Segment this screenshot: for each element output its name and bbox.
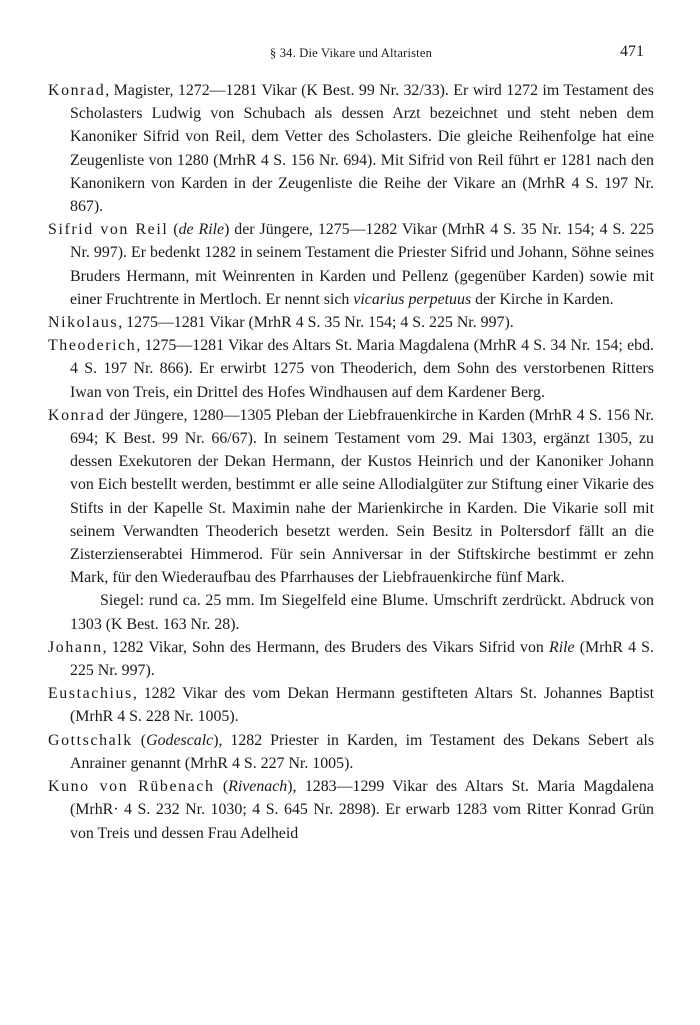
entry-text: , 1282 Vikar, Sohn des Hermann, des Bruders des Vikars Sifrid von [102, 638, 549, 656]
entry-italic: Rile [549, 638, 575, 656]
body-text [48, 79, 654, 845]
entry-text: ( [168, 221, 179, 239]
entry-text: ), 1282 Priester in Karden, im Testament des Dekans Sebert als Anrainer genannt (MrhR 4 S. 227 Nr. 1005). [70, 731, 655, 772]
entry-italic: vicarius perpetuus [353, 290, 472, 308]
entry-konrad-der-juengere [48, 404, 654, 590]
entry-name: Nikolaus [48, 314, 119, 332]
entry-kuno-von-ruebenach [48, 775, 654, 845]
entry-text: der Jüngere, 1280—1305 Pleban der Liebfrauenkirche in Karden (MrhR 4 S. 156 Nr. 694; K Best. 99 Nr. 66/67). In seinem Testament vom 29. Mai 1303, ergänzt 1305, zu dessen Exekutoren der Dekan Hermann, der Kustos Heinrich und der Kanoniker Johann von Eich bestellt werden, bestimmt er alle seine Allodialgüter zur Stiftung einer Vikarie des Stifts in der Kapelle St. Maximin nahe der Marienkirche in Karden. Die Vikarie soll mit seinem Verwandten Theoderich besetzt werden. Sein Besitz in Poltersdorf fällt an die Zisterzienserabtei Himmerod. Für sein Anniversar in der Stiftskirche bestimmt er zehn Mark, für den Wiederaufbau des Pfarrhauses der Liebfrauenkirche fünf Mark. [70, 406, 654, 587]
entry-text: ), 1283—1299 Vikar des Altars St. Maria Magdalena (MrhR· 4 S. 232 Nr. 1030; 4 S. 645 Nr. 2898). Er erwarb 1283 vom Ritter Konrad Grün von Treis und dessen Frau Adelheid [70, 778, 654, 842]
entry-name: Johann [48, 638, 103, 656]
entry-gottschalk [48, 729, 654, 775]
entry-name: Gottschalk [48, 731, 133, 749]
page-number: 471 [620, 43, 644, 60]
entry-name: Theoderich [48, 337, 137, 355]
entry-name: Kuno von Rübenach [48, 778, 215, 796]
entry-text: der Kirche in Karden. [471, 290, 614, 308]
entry-name: Sifrid von Reil [48, 221, 169, 239]
seal-description: Siegel: rund ca. 25 mm. Im Siegelfeld eine Blume. Umschrift zerdrückt. Abdruck von 1303 (K Best. 163 Nr. 28). [70, 592, 654, 633]
header-title: § 34. Die Vikare und Altaristen [269, 46, 433, 60]
entry-text: ( [214, 778, 229, 796]
entry-text: , 1275—1281 Vikar (MrhR 4 S. 35 Nr. 154; 4 S. 225 Nr. 997). [118, 314, 514, 332]
entry-name: Konrad [48, 82, 106, 99]
entry-text: , 1275—1281 Vikar des Altars St. Maria Magdalena (MrhR 4 S. 34 Nr. 154; ebd. 4 S. 197 Nr. 866). Er erwirbt 1275 von Theoderich, dem Sohn des verstorbenen Ritters Iwan von Treis, ein Drittel des Hofes Windhausen auf dem Kardener Berg. [70, 337, 654, 401]
entry-eustachius [48, 682, 654, 728]
entry-konrad-magister [48, 79, 654, 218]
entry-nikolaus [48, 311, 654, 334]
entry-text: ) der Jüngere, 1275—1282 Vikar (MrhR 4 S. 35 Nr. 154; 4 S. 225 Nr. 997). Er bedenkt 1282 in seinem Testament die Priester Sifrid und Johann, Söhne seines Bruders Hermann, mit Weinrenten in Karden und Pellenz (gegenüber Karden) sowie mit einer Fruchtrente in Mertloch. Er nennt sich [70, 221, 655, 308]
entry-text: , 1282 Vikar des vom Dekan Hermann gestifteten Altars St. Johannes Baptist (MrhR 4 S. 228 Nr. 1005). [70, 685, 654, 726]
entry-name: Eustachius [48, 685, 133, 703]
entry-text: , Magister, 1272—1281 Vikar (K Best. 99 Nr. 32/33). Er wird 1272 im Testament des Scholasters Ludwig von Schubach als dessen Arzt bezeichnet und steht neben dem Kanoniker Sifrid von Reil, dem Vetter des Scholasters. Die gleiche Reihenfolge hat eine Zeugenliste von 1280 (MrhR 4 S. 156 Nr. 694). Mit Sifrid von Reil führt er 1281 nach den Kanonikern von Karden in der Zeugenliste die Reihe der Vikare an (MrhR 4 S. 197 Nr. 867). [70, 82, 654, 216]
entry-text: ( [132, 731, 147, 749]
entry-italic: Rivenach [228, 778, 288, 796]
entry-italic: de Rile [178, 221, 225, 239]
running-header [48, 42, 654, 66]
entry-sifrid-von-reil [48, 218, 654, 311]
entry-italic: Godescalc [146, 731, 214, 749]
entry-text: (MrhR 4 S. 225 Nr. 997). [70, 638, 654, 680]
entry-theoderich [48, 334, 654, 404]
entry-johann [48, 636, 654, 682]
entry-name: Konrad [48, 406, 106, 424]
